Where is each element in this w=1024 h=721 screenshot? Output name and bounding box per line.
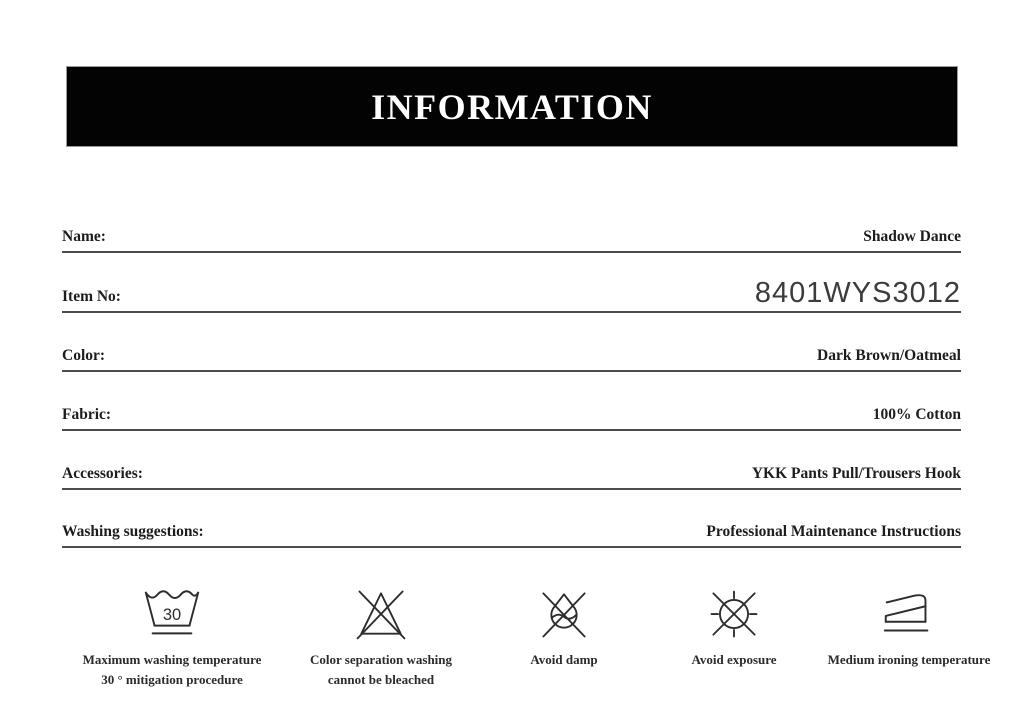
field-row-name [62,219,961,253]
field-row-accessories [62,456,961,490]
care-column-iron [799,582,1019,670]
field-value: Dark Brown/Oatmeal [817,347,961,364]
field-label: Item No: [62,288,121,305]
care-caption: Avoid damp [530,652,598,667]
field-row-color [62,338,961,372]
svg-text:30: 30 [162,605,182,624]
care-caption: Medium ironing temperature [827,652,991,667]
do-not-bleach-icon [351,582,411,646]
care-caption: Color separation washing cannot be bleached [309,652,453,687]
field-label: Washing suggestions: [62,523,204,540]
field-value: 100% Cotton [872,406,961,423]
field-row-item-no [62,279,961,313]
information-banner [66,66,958,147]
care-column-wash [62,582,282,690]
field-label: Fabric: [62,406,112,423]
field-label: Name: [62,228,106,245]
field-value: YKK Pants Pull/Trousers Hook [751,465,961,482]
avoid-exposure-icon [704,582,764,646]
care-caption: Maximum washing temperature 30 ° mitigation procedure [82,652,262,687]
field-label: Color: [62,347,106,364]
field-label: Accessories: [62,465,143,482]
iron-medium-icon [878,582,940,646]
field-value: Shadow Dance [863,228,961,245]
page-title: INFORMATION [371,86,653,127]
field-value: Professional Maintenance Instructions [706,523,961,540]
item-number: 8401WYS3012 [754,277,961,309]
wash-basin-30-icon [141,582,203,646]
field-row-washing-suggestions [62,514,961,548]
field-row-fabric [62,397,961,431]
avoid-damp-icon [534,582,594,646]
care-caption: Avoid exposure [691,652,777,667]
